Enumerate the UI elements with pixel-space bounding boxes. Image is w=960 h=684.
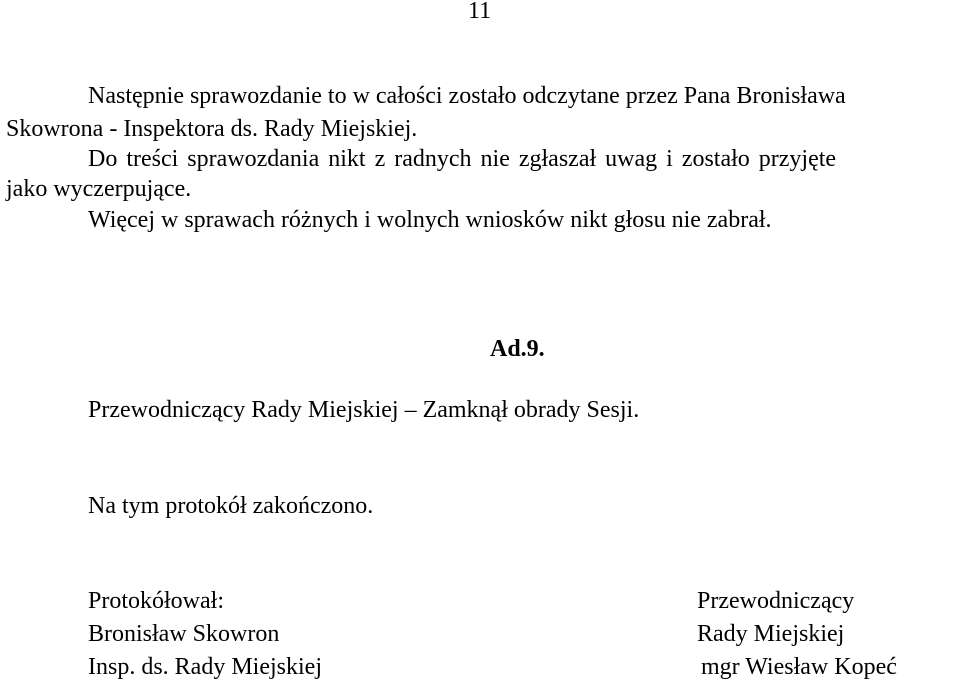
recorder-title: Insp. ds. Rady Miejskiej bbox=[88, 654, 322, 680]
chairman-role: Przewodniczący bbox=[697, 588, 855, 614]
chairman-name: mgr Wiesław Kopeć bbox=[701, 654, 897, 680]
ending-statement: Na tym protokół zakończono. bbox=[88, 493, 374, 519]
section-heading: Ad.9. bbox=[490, 336, 545, 362]
signature-block-recorder bbox=[88, 585, 322, 684]
chairman-body: Rady Miejskiej bbox=[697, 621, 845, 647]
paragraph-2-line-2: jako wyczerpujące. bbox=[6, 176, 192, 202]
paragraph-1-line-1: Następnie sprawozdanie to w całości zostało odczytane przez Pana Bronisława bbox=[88, 83, 846, 109]
closing-statement: Przewodniczący Rady Miejskiej – Zamknął obrady Sesji. bbox=[88, 397, 640, 423]
recorder-name: Bronisław Skowron bbox=[88, 621, 280, 647]
page-number: 11 bbox=[468, 0, 492, 24]
recorder-role: Protokółował: bbox=[88, 588, 224, 614]
signature-block-chairman bbox=[697, 585, 897, 684]
paragraph-2-line-1: Do treści sprawozdania nikt z radnych nie zgłaszał uwag i zostało przyjęte bbox=[88, 146, 837, 172]
paragraph-1-line-2: Skowrona - Inspektora ds. Rady Miejskiej. bbox=[6, 116, 418, 142]
paragraph-3: Więcej w sprawach różnych i wolnych wniosków nikt głosu nie zabrał. bbox=[88, 207, 772, 233]
